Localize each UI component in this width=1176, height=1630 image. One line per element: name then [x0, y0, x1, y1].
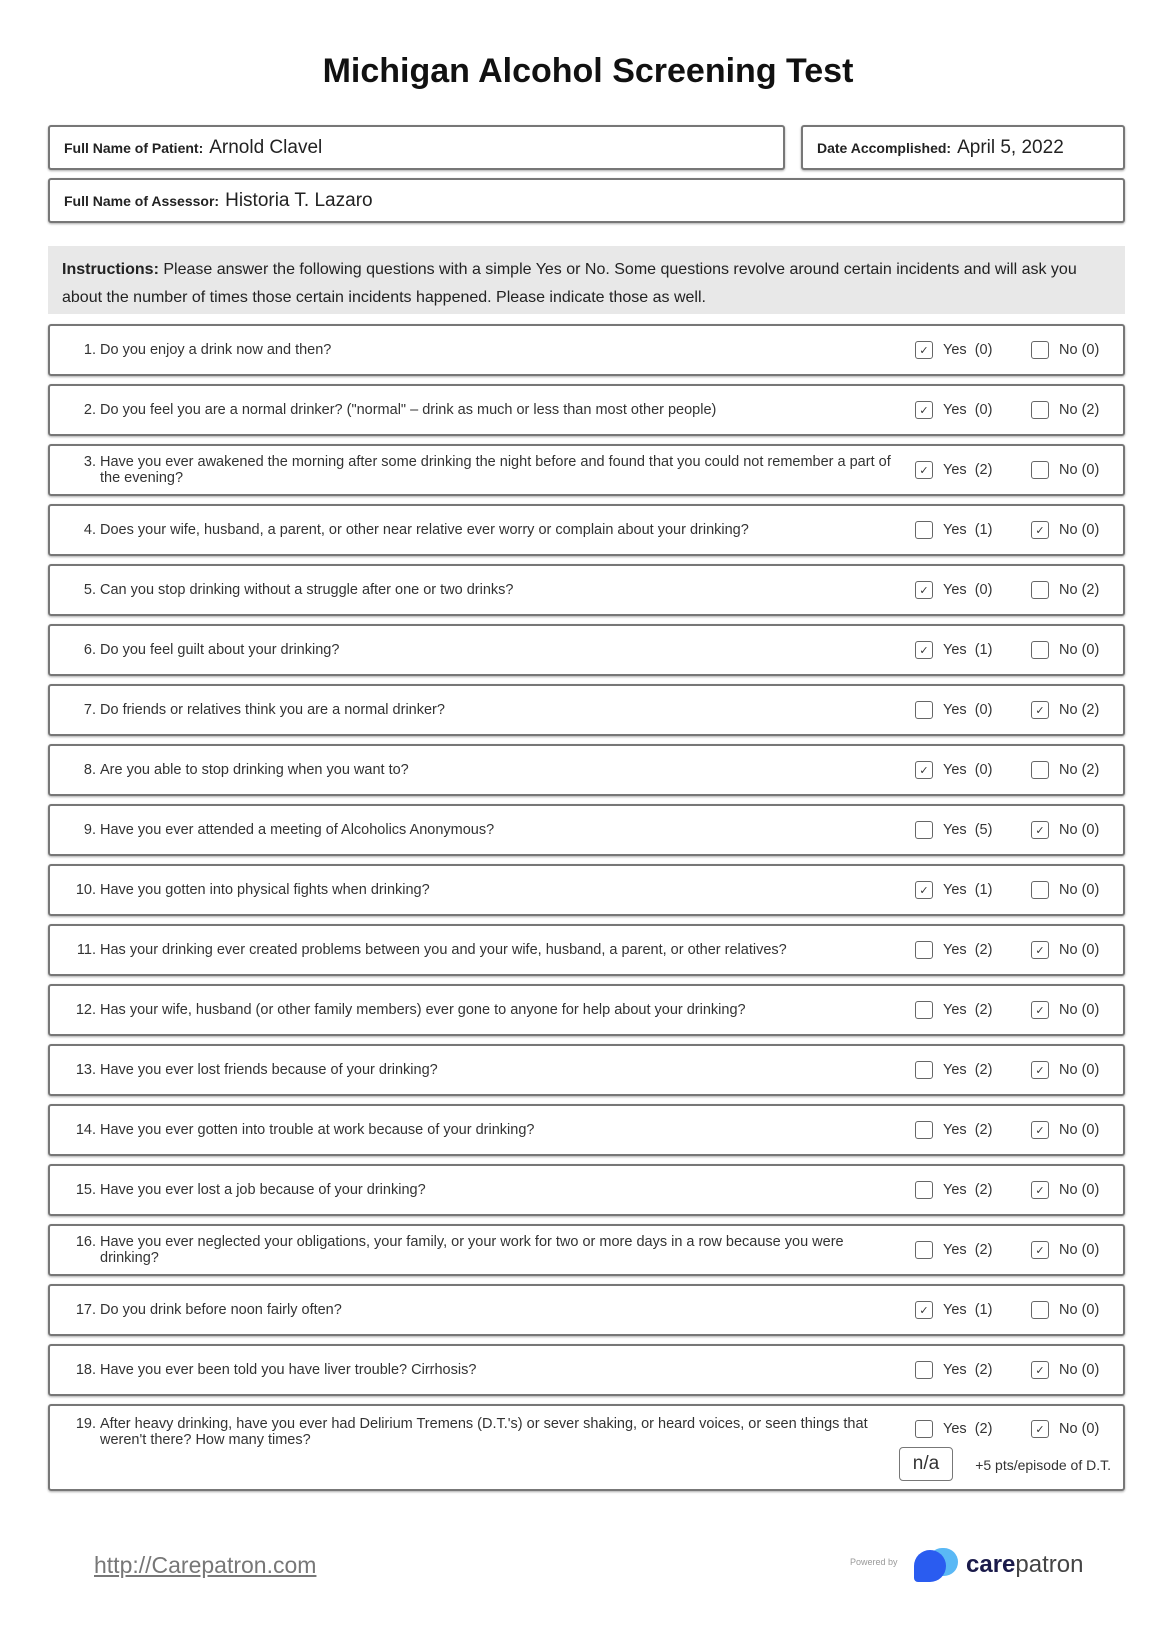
question-number: 12. — [75, 1002, 96, 1018]
yes-option[interactable] — [915, 761, 1023, 779]
question-number: 16. — [75, 1234, 96, 1250]
page-title: Michigan Alcohol Screening Test — [322, 52, 854, 90]
yes-option[interactable] — [915, 821, 1023, 839]
question-text — [68, 1122, 898, 1138]
no-option[interactable] — [1031, 521, 1109, 539]
no-label: No (2) — [1059, 402, 1100, 418]
question-label: Have you ever awakened the morning after some drinking the night before and found that you could not remember a part of the evening? — [100, 454, 891, 486]
no-option[interactable] — [1031, 941, 1109, 959]
yes-option[interactable] — [915, 1001, 1023, 1019]
question-text — [68, 342, 898, 358]
brand-bold: care — [966, 1551, 1016, 1578]
question-label: Do you drink before noon fairly often? — [100, 1302, 342, 1318]
yes-option[interactable] — [915, 1061, 1023, 1079]
question-label: Do friends or relatives think you are a normal drinker? — [100, 702, 445, 718]
question-text — [68, 1416, 898, 1448]
no-option[interactable] — [1031, 1361, 1109, 1379]
no-checkbox[interactable]: ✓ — [1031, 821, 1049, 839]
yes-label: Yes (1) — [943, 522, 993, 538]
yes-label: Yes (1) — [943, 642, 993, 658]
no-option[interactable] — [1031, 761, 1109, 779]
question-row — [48, 1284, 1125, 1336]
no-option[interactable] — [1031, 821, 1109, 839]
yes-option[interactable] — [915, 1121, 1023, 1139]
question-text — [68, 942, 898, 958]
no-option[interactable] — [1031, 581, 1109, 599]
assessor-name-label: Full Name of Assessor: — [64, 192, 220, 209]
no-option[interactable] — [1031, 1241, 1109, 1259]
no-label: No (0) — [1059, 942, 1100, 958]
no-checkbox[interactable] — [1031, 341, 1049, 359]
yes-label: Yes (0) — [943, 342, 993, 358]
yes-option[interactable] — [915, 941, 1023, 959]
yes-option[interactable] — [915, 1181, 1023, 1199]
no-checkbox[interactable]: ✓ — [1031, 521, 1049, 539]
yes-label: Yes (5) — [943, 822, 993, 838]
yes-checkbox[interactable]: ✓ — [915, 881, 933, 899]
yes-option[interactable] — [915, 1301, 1023, 1319]
yes-checkbox[interactable]: ✓ — [915, 401, 933, 419]
no-checkbox[interactable] — [1031, 401, 1049, 419]
question-text — [68, 762, 898, 778]
patient-name-field[interactable] — [48, 125, 785, 170]
no-option[interactable] — [1031, 401, 1109, 419]
no-label: No (0) — [1059, 1362, 1100, 1378]
question-number: 19. — [75, 1416, 96, 1432]
no-checkbox[interactable]: ✓ — [1031, 1241, 1049, 1259]
question-number: 17. — [75, 1302, 96, 1318]
no-checkbox[interactable] — [1031, 1301, 1049, 1319]
no-label: No (0) — [1059, 522, 1100, 538]
yes-option[interactable] — [915, 461, 1023, 479]
no-checkbox[interactable]: ✓ — [1031, 1001, 1049, 1019]
question-row — [48, 564, 1125, 616]
no-option[interactable] — [1031, 1061, 1109, 1079]
no-label: No (0) — [1059, 822, 1100, 838]
yes-label: Yes (2) — [943, 1182, 993, 1198]
question-text — [68, 1234, 898, 1266]
question-text — [68, 702, 898, 718]
question-label: Can you stop drinking without a struggle after one or two drinks? — [100, 582, 514, 598]
question-label: Has your drinking ever created problems between you and your wife, husband, a parent, or other relatives? — [100, 942, 787, 958]
question-text — [68, 1182, 898, 1198]
date-label: Date Accomplished: — [817, 139, 952, 156]
yes-option[interactable] — [915, 581, 1023, 599]
no-label: No (0) — [1059, 882, 1100, 898]
question-number: 10. — [75, 882, 96, 898]
question-text — [68, 454, 898, 486]
yes-checkbox[interactable]: ✓ — [915, 761, 933, 779]
carepatron-wordmark — [966, 1551, 1083, 1579]
no-checkbox[interactable]: ✓ — [1031, 1121, 1049, 1139]
no-label: No (2) — [1059, 702, 1100, 718]
no-checkbox[interactable] — [1031, 761, 1049, 779]
no-label: No (0) — [1059, 1122, 1100, 1138]
powered-by-label: Powered by — [850, 1557, 898, 1567]
no-option[interactable] — [1031, 1420, 1109, 1438]
yes-option[interactable] — [915, 881, 1023, 899]
question-text — [68, 822, 898, 838]
question-label: Have you ever lost friends because of your drinking? — [100, 1062, 438, 1078]
question-row — [48, 504, 1125, 556]
question-label: Have you ever neglected your obligations, your family, or your work for two or more days in a row because you were drinking? — [100, 1234, 844, 1266]
question-number: 7. — [83, 702, 96, 718]
question-number: 15. — [75, 1182, 96, 1198]
yes-option[interactable] — [915, 1361, 1023, 1379]
yes-label: Yes (2) — [943, 462, 993, 478]
yes-checkbox[interactable] — [915, 821, 933, 839]
dt-episodes-input[interactable]: n/a — [899, 1447, 953, 1481]
yes-checkbox[interactable]: ✓ — [915, 581, 933, 599]
yes-checkbox[interactable] — [915, 941, 933, 959]
no-checkbox[interactable] — [1031, 581, 1049, 599]
yes-option[interactable] — [915, 1420, 1023, 1438]
yes-checkbox[interactable] — [915, 1241, 933, 1259]
no-checkbox[interactable] — [1031, 881, 1049, 899]
carepatron-logo-icon — [914, 1548, 960, 1582]
yes-label: Yes (1) — [943, 882, 993, 898]
yes-option[interactable] — [915, 641, 1023, 659]
question-number: 11. — [76, 942, 96, 958]
no-option[interactable] — [1031, 1181, 1109, 1199]
no-label: No (0) — [1059, 642, 1100, 658]
no-label: No (0) — [1059, 342, 1100, 358]
question-row — [48, 1044, 1125, 1096]
question-text — [68, 1362, 898, 1378]
yes-checkbox[interactable] — [915, 521, 933, 539]
question-row — [48, 384, 1125, 436]
dt-points-note: +5 pts/episode of D.T. — [975, 1457, 1111, 1473]
no-checkbox[interactable] — [1031, 461, 1049, 479]
question-text — [68, 402, 898, 418]
no-label: No (0) — [1059, 1302, 1100, 1318]
no-label: No (0) — [1059, 1062, 1100, 1078]
yes-checkbox[interactable]: ✓ — [915, 341, 933, 359]
assessor-name-value: Historia T. Lazaro — [225, 189, 373, 211]
yes-label: Yes (2) — [943, 942, 993, 958]
question-label: After heavy drinking, have you ever had Delirium Tremens (D.T.'s) or sever shaking, or heard voices, or seen things that weren't there? How many times? — [100, 1416, 868, 1448]
no-option[interactable] — [1031, 1121, 1109, 1139]
question-row — [48, 984, 1125, 1036]
yes-label: Yes (0) — [943, 762, 993, 778]
question-label: Have you ever been told you have liver trouble? Cirrhosis? — [100, 1362, 477, 1378]
no-checkbox[interactable]: ✓ — [1031, 1181, 1049, 1199]
question-label: Do you feel you are a normal drinker? ("normal" – drink as much or less than most other people) — [100, 402, 717, 418]
instructions — [48, 246, 1125, 314]
patient-name-label: Full Name of Patient: — [64, 139, 204, 156]
no-option[interactable] — [1031, 1001, 1109, 1019]
no-option[interactable] — [1031, 341, 1109, 359]
no-label: No (0) — [1059, 1242, 1100, 1258]
no-label: No (2) — [1059, 582, 1100, 598]
question-number: 13. — [75, 1062, 96, 1078]
question-label: Have you ever gotten into trouble at work because of your drinking? — [100, 1122, 535, 1138]
question-number: 3. — [83, 454, 96, 470]
yes-option[interactable] — [915, 341, 1023, 359]
date-field[interactable] — [801, 125, 1125, 170]
yes-checkbox[interactable] — [915, 1420, 933, 1438]
question-row — [48, 324, 1125, 376]
no-checkbox[interactable]: ✓ — [1031, 941, 1049, 959]
yes-checkbox[interactable] — [915, 1001, 933, 1019]
question-text — [68, 582, 898, 598]
patient-name-value: Arnold Clavel — [209, 136, 323, 158]
question-row — [48, 864, 1125, 916]
question-number: 4. — [83, 522, 96, 538]
yes-label: Yes (0) — [943, 582, 993, 598]
yes-checkbox[interactable]: ✓ — [915, 1301, 933, 1319]
question-row — [48, 1224, 1125, 1276]
yes-option[interactable] — [915, 701, 1023, 719]
question-label: Do you feel guilt about your drinking? — [100, 642, 340, 658]
question-number: 9. — [83, 822, 96, 838]
question-number: 14. — [75, 1122, 96, 1138]
yes-option[interactable] — [915, 1241, 1023, 1259]
yes-checkbox[interactable] — [915, 1121, 933, 1139]
no-option[interactable] — [1031, 701, 1109, 719]
no-option[interactable] — [1031, 1301, 1109, 1319]
question-row — [48, 1404, 1125, 1491]
question-label: Do you enjoy a drink now and then? — [100, 342, 332, 358]
question-row — [48, 1104, 1125, 1156]
yes-label: Yes (2) — [943, 1002, 993, 1018]
question-text — [68, 882, 898, 898]
no-checkbox[interactable]: ✓ — [1031, 1361, 1049, 1379]
instructions-label: Instructions: — [62, 261, 159, 278]
question-text — [68, 642, 898, 658]
yes-label: Yes (2) — [943, 1362, 993, 1378]
carepatron-link[interactable]: http://Carepatron.com — [94, 1552, 317, 1578]
yes-label: Yes (1) — [943, 1302, 993, 1318]
question-text — [68, 1002, 898, 1018]
yes-label: Yes (2) — [943, 1242, 993, 1258]
no-option[interactable] — [1031, 461, 1109, 479]
question-text — [68, 522, 898, 538]
question-number: 18. — [75, 1362, 96, 1378]
question-label: Does your wife, husband, a parent, or other near relative ever worry or complain about your drinking? — [100, 522, 749, 538]
no-checkbox[interactable]: ✓ — [1031, 701, 1049, 719]
yes-label: Yes (0) — [943, 402, 993, 418]
question-label: Have you ever attended a meeting of Alcoholics Anonymous? — [100, 822, 495, 838]
no-checkbox[interactable]: ✓ — [1031, 1061, 1049, 1079]
yes-checkbox[interactable]: ✓ — [915, 461, 933, 479]
yes-checkbox[interactable] — [915, 701, 933, 719]
yes-checkbox[interactable]: ✓ — [915, 641, 933, 659]
yes-option[interactable] — [915, 401, 1023, 419]
yes-checkbox[interactable] — [915, 1361, 933, 1379]
question-text — [68, 1302, 898, 1318]
question-row — [48, 444, 1125, 496]
no-label: No (0) — [1059, 1421, 1100, 1437]
no-label: No (2) — [1059, 762, 1100, 778]
yes-label: Yes (2) — [943, 1421, 993, 1437]
date-value: April 5, 2022 — [957, 136, 1064, 158]
yes-label: Yes (2) — [943, 1122, 993, 1138]
no-label: No (0) — [1059, 462, 1100, 478]
yes-checkbox[interactable] — [915, 1061, 933, 1079]
carepatron-logo — [914, 1548, 1083, 1582]
question-row — [48, 1164, 1125, 1216]
no-label: No (0) — [1059, 1182, 1100, 1198]
assessor-name-field[interactable] — [48, 178, 1125, 223]
question-row — [48, 624, 1125, 676]
question-row — [48, 744, 1125, 796]
yes-checkbox[interactable] — [915, 1181, 933, 1199]
instructions-text: Please answer the following questions with a simple Yes or No. Some questions revolve around certain incidents and will ask you about the number of times those certain incidents happened. Please indicate those as well. — [62, 261, 1077, 306]
question-number: 8. — [83, 762, 96, 778]
no-checkbox[interactable]: ✓ — [1031, 1420, 1049, 1438]
no-option[interactable] — [1031, 641, 1109, 659]
no-checkbox[interactable] — [1031, 641, 1049, 659]
brand-rest: patron — [1015, 1551, 1084, 1578]
question-text — [68, 1062, 898, 1078]
no-label: No (0) — [1059, 1002, 1100, 1018]
question-number: 5. — [83, 582, 96, 598]
yes-option[interactable] — [915, 521, 1023, 539]
question-number: 2. — [83, 402, 96, 418]
question-label: Have you gotten into physical fights when drinking? — [100, 882, 430, 898]
question-number: 1. — [83, 342, 96, 358]
question-label: Are you able to stop drinking when you want to? — [100, 762, 409, 778]
question-number: 6. — [83, 642, 96, 658]
question-row — [48, 804, 1125, 856]
question-row — [48, 1344, 1125, 1396]
yes-label: Yes (2) — [943, 1062, 993, 1078]
no-option[interactable] — [1031, 881, 1109, 899]
question-label: Has your wife, husband (or other family members) ever gone to anyone for help about your drinking? — [100, 1002, 746, 1018]
question-label: Have you ever lost a job because of your drinking? — [100, 1182, 426, 1198]
yes-label: Yes (0) — [943, 702, 993, 718]
question-row — [48, 924, 1125, 976]
question-row — [48, 684, 1125, 736]
